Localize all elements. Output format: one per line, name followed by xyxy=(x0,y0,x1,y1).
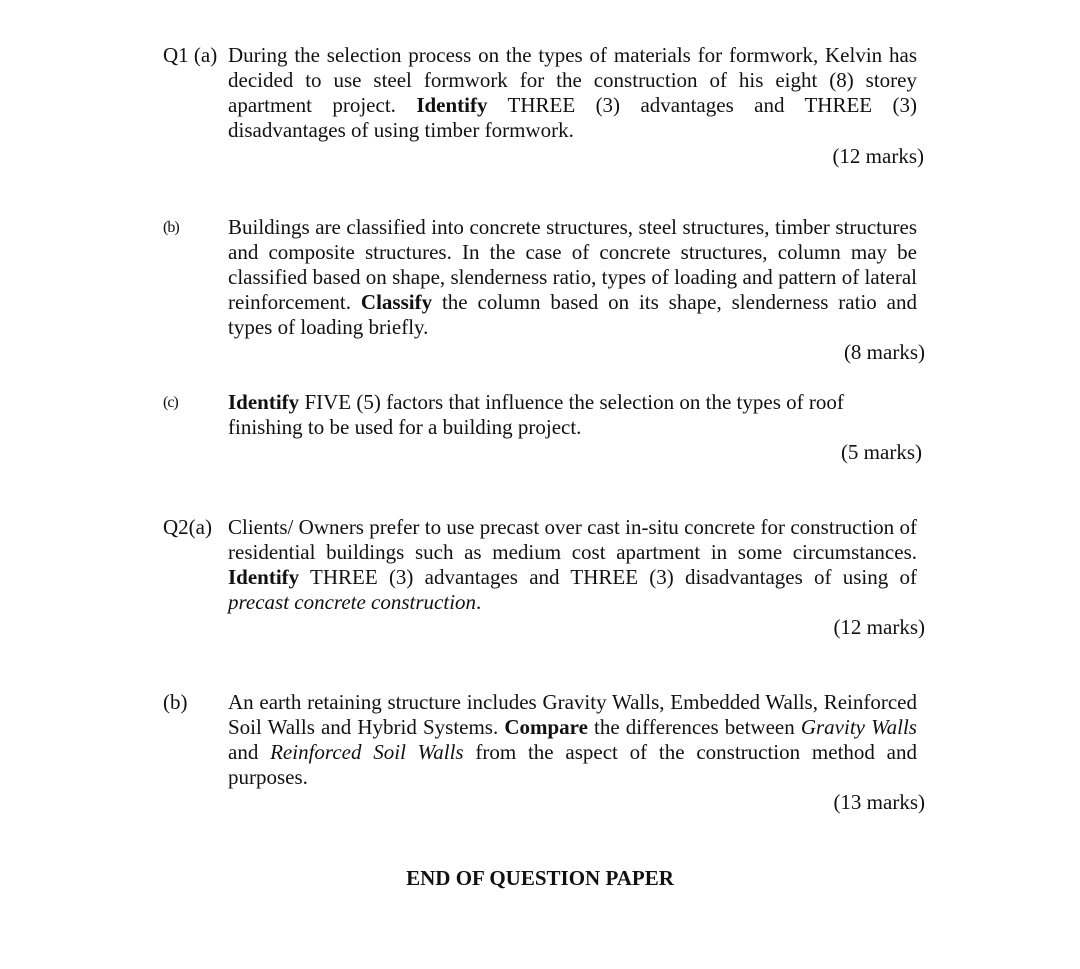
text-run: the column based on its shape, slenderness ratio and types of loading briefly. xyxy=(228,290,917,339)
marks-label: (12 marks) xyxy=(832,144,924,168)
marks-label: (5 marks) xyxy=(840,440,922,464)
question-label: Q2(a) xyxy=(163,515,212,539)
text-run: FIVE (5) factors that influence the selection on the types of roof finishing to be used for a building project. xyxy=(228,390,844,439)
question-label: (b) xyxy=(163,690,188,714)
question-text xyxy=(228,690,917,790)
text-run: Clients/ Owners prefer to use precast over cast in-situ concrete for construction of residential buildings such as medium cost apartment in some circumstances. xyxy=(228,515,917,564)
text-run: the differences between xyxy=(587,715,801,739)
text-run: During the selection process on the types of materials for formwork, Kelvin has decided to use steel formwork for the construction of his eight (8) storey apartment project. xyxy=(228,43,917,117)
emphasis-keyword: Classify xyxy=(360,290,433,314)
text-run: THREE (3) advantages and THREE (3) disadvantages of using of xyxy=(299,565,917,589)
marks-label: (12 marks) xyxy=(833,615,925,639)
question-text xyxy=(228,43,917,143)
text-run: . xyxy=(476,590,482,614)
emphasis-keyword: Identify xyxy=(416,93,488,117)
question-text xyxy=(228,215,917,340)
text-run: THREE (3) advantages and THREE (3) disadvantages of using timber formwork. xyxy=(228,93,918,142)
question-label: (b) xyxy=(163,219,179,236)
text-run: An earth retaining structure includes Gravity Walls, Embedded Walls, Reinforced Soil Walls and Hybrid Systems. xyxy=(228,690,917,739)
italic-term: precast concrete construction xyxy=(228,590,477,614)
italic-term: Reinforced Soil Walls xyxy=(270,740,464,764)
marks-label: (8 marks) xyxy=(843,340,925,364)
marks-label: (13 marks) xyxy=(833,790,925,814)
italic-term: Gravity Walls xyxy=(800,715,917,739)
emphasis-keyword: Identify xyxy=(228,390,300,414)
question-label: (c) xyxy=(163,394,178,411)
text-run: from the aspect of the construction method and purposes. xyxy=(228,740,918,789)
question-text xyxy=(228,515,917,615)
text-run: Buildings are classified into concrete structures, steel structures, timber structures and composite structures. In the case of concrete structures, column may be classified based on shape, slenderness ratio, types of loading and pattern of lateral reinforcement. xyxy=(228,215,917,314)
emphasis-keyword: Compare xyxy=(504,715,588,739)
question-text xyxy=(228,390,917,440)
text-run: and xyxy=(228,740,271,764)
end-of-paper-heading: END OF QUESTION PAPER xyxy=(406,866,674,890)
emphasis-keyword: Identify xyxy=(228,565,300,589)
question-label: Q1 (a) xyxy=(163,43,218,67)
